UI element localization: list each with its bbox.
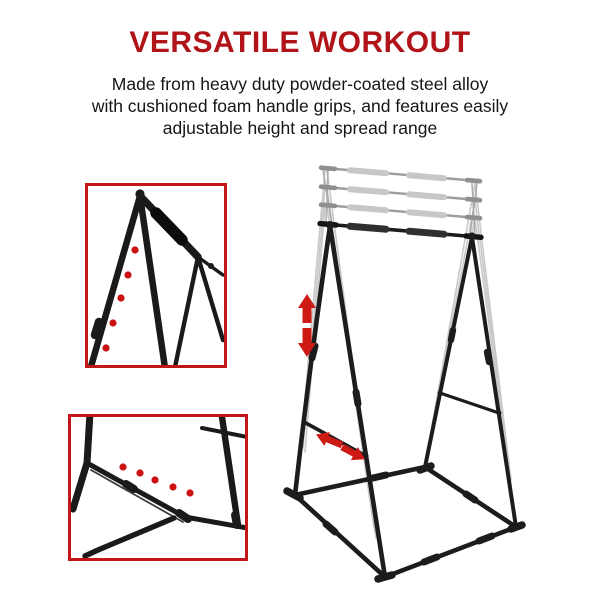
side-braces (304, 393, 499, 456)
apex-frame-tubes (90, 196, 223, 365)
brace-bolt (497, 411, 502, 416)
right-a-frame (425, 237, 516, 527)
brace-bolt (438, 391, 443, 396)
pullup-stand-drawing (268, 146, 582, 598)
description-line-3: adjustable height and spread range (162, 118, 438, 138)
brace-closeup-drawing (71, 417, 245, 558)
brace-bolt (301, 419, 306, 424)
description-line-2: with cushioned foam handle grips, and features easily (91, 96, 509, 116)
description-line-1: Made from heavy duty powder-coated steel alloy (111, 74, 489, 94)
apex-closeup-drawing (88, 186, 224, 365)
inset-spread-adjustment-closeup (68, 414, 248, 561)
ghost-bar-positions (321, 168, 480, 219)
hole-dot (124, 271, 131, 278)
hole-dot (117, 294, 124, 301)
headline: VERSATILE WORKOUT (129, 26, 471, 59)
apex-knob (135, 189, 144, 198)
pull-up-bar (320, 224, 481, 238)
bar-collar (208, 263, 214, 269)
hole-dot (102, 344, 109, 351)
left-apex-joint (326, 221, 334, 229)
hole-dot (136, 469, 143, 476)
brace-bolt (363, 453, 368, 458)
product-description (0, 73, 600, 139)
hole-dot (169, 483, 176, 490)
base-frame (287, 466, 522, 579)
hole-dot (186, 489, 193, 496)
main-product-illustration (268, 146, 582, 598)
hole-dot (151, 476, 158, 483)
brace-frame-tubes (73, 417, 245, 556)
brace-joint (182, 514, 188, 520)
hole-dot (119, 463, 126, 470)
hole-dot (131, 246, 138, 253)
inset-height-adjustment-closeup (85, 183, 227, 368)
brace-joint (84, 460, 91, 467)
right-apex-joint (468, 232, 475, 239)
hole-dot (109, 319, 116, 326)
